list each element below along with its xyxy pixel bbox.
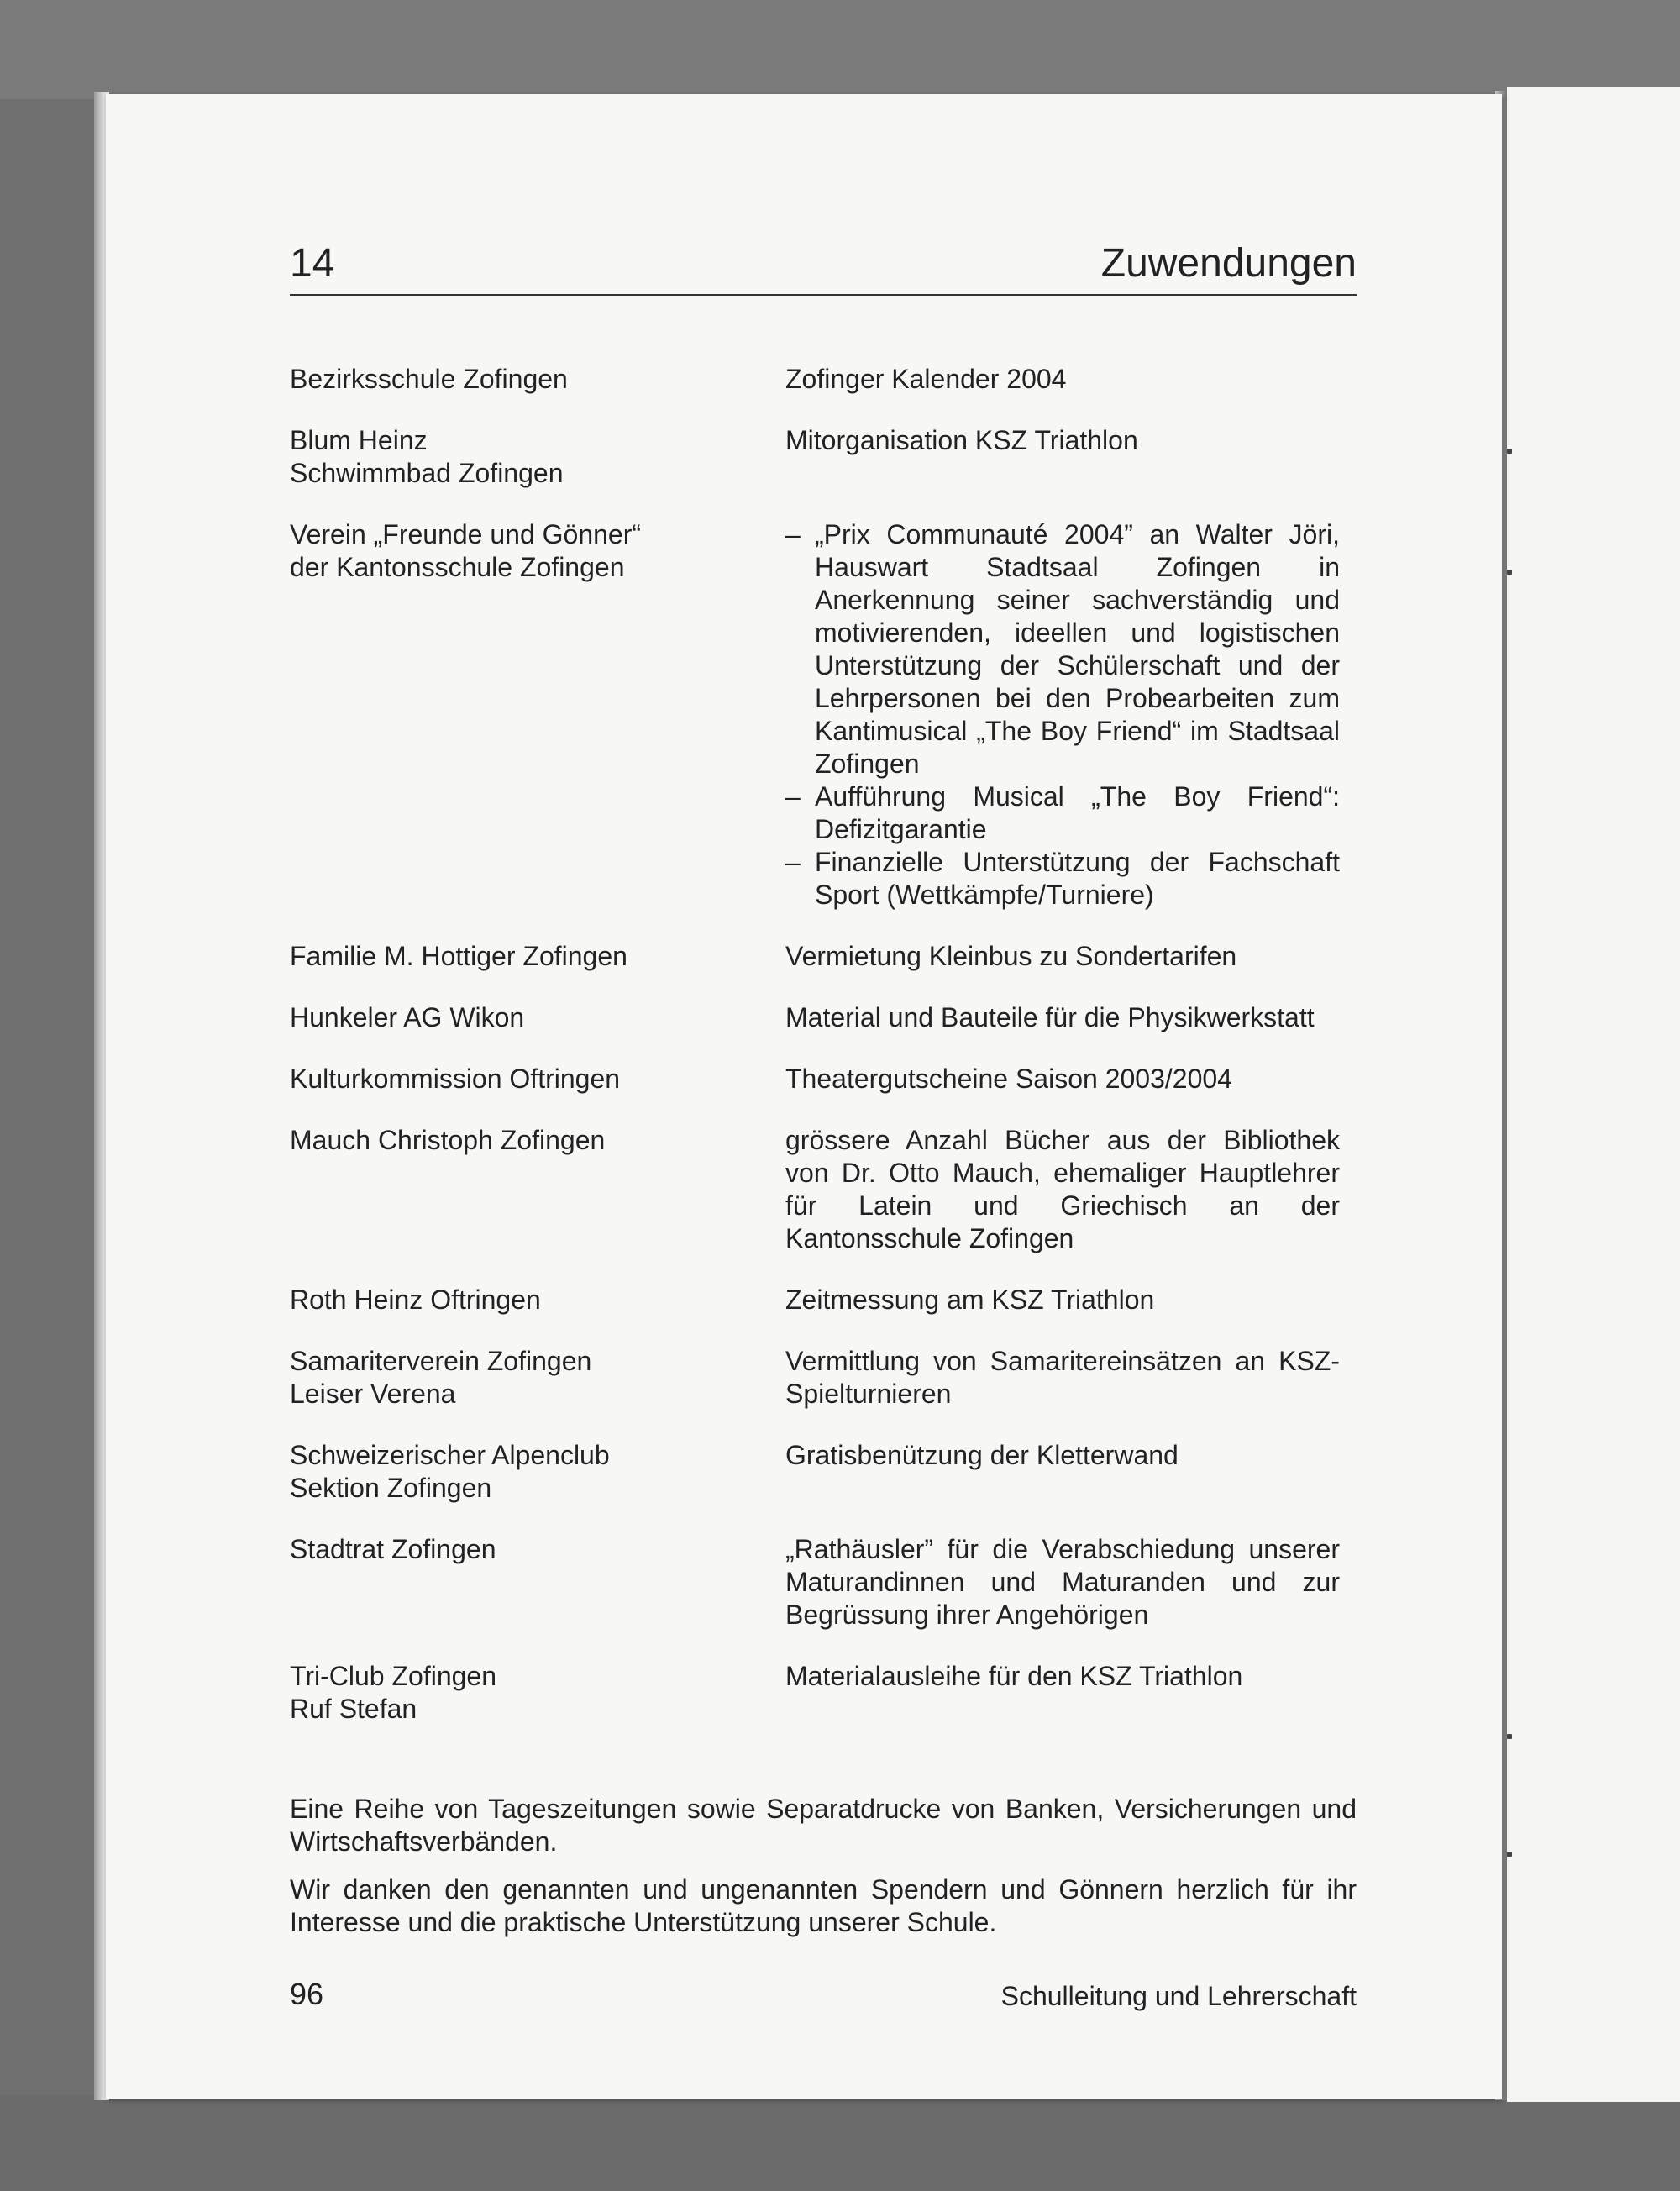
donor-name <box>290 363 760 396</box>
gift-description <box>785 1124 1340 1255</box>
donor-line: Tri-Club Zofingen <box>290 1661 497 1691</box>
donation-entry <box>290 1001 1357 1034</box>
footer-section-title: Schulleitung und Lehrerschaft <box>1000 1981 1357 2011</box>
donation-entry <box>290 1063 1357 1096</box>
donor-line: Kulturkommission Oftringen <box>290 1064 621 1094</box>
gift-line: Material und Bauteile für die Physikwerkstatt <box>785 1002 1315 1032</box>
gift-description <box>785 424 1340 490</box>
donation-entry <box>290 518 1357 912</box>
donor-name <box>290 1001 760 1034</box>
closing-paragraph: Wir danken den genannten und ungenannten Spendern und Gönnern herzlich für ihr Interesse und die praktische Unterstützung unserer Schule. <box>290 1874 1357 1937</box>
page-mark <box>1507 1852 1512 1857</box>
chapter-title: Zuwendungen <box>1100 241 1357 286</box>
donor-line: Sektion Zofingen <box>290 1473 492 1503</box>
donation-entry <box>290 1124 1357 1255</box>
donation-entry <box>290 363 1357 396</box>
donor-name <box>290 424 760 490</box>
page-mark <box>1507 449 1512 454</box>
donation-entry <box>290 940 1357 973</box>
gift-description <box>785 1063 1340 1096</box>
donor-line: Bezirksschule Zofingen <box>290 364 568 394</box>
gift-line: Zeitmessung am KSZ Triathlon <box>785 1285 1155 1315</box>
donor-line: Samariterverein Zofingen <box>290 1346 592 1376</box>
gift-line: Materialausleihe für den KSZ Triathlon <box>785 1661 1243 1691</box>
gift-description <box>785 940 1340 973</box>
donor-name <box>290 518 760 912</box>
donor-line: Schweizerischer Alpenclub <box>290 1440 610 1470</box>
gift-description <box>785 1001 1340 1034</box>
donor-name <box>290 1439 760 1505</box>
scan-background-top <box>0 0 1680 99</box>
donor-line: Roth Heinz Oftringen <box>290 1285 541 1315</box>
donor-line: Verein „Freunde und Gönner“ <box>290 519 642 549</box>
gift-description <box>785 518 1340 912</box>
gift-line: grössere Anzahl Bücher aus der Bibliothek von Dr. Otto Mauch, ehemaliger Hauptlehrer für Latein und Griechisch an der Kantonsschule Zofingen <box>785 1125 1340 1253</box>
donor-line: Leiser Verena <box>290 1379 456 1409</box>
donor-name <box>290 1345 760 1411</box>
donor-name <box>290 940 760 973</box>
gift-description <box>785 363 1340 396</box>
gift-description <box>785 1439 1340 1505</box>
adjacent-page <box>1507 87 1680 2102</box>
gift-line: Gratisbenützung der Kletterwand <box>785 1440 1179 1470</box>
donor-name <box>290 1284 760 1316</box>
donor-line: Blum Heinz <box>290 425 428 455</box>
donor-line: Hunkeler AG Wikon <box>290 1002 525 1032</box>
donor-line: der Kantonsschule Zofingen <box>290 552 625 582</box>
gift-bullet-item: – „Prix Communauté 2004” an Walter Jöri, Hauswart Stadtsaal Zofingen in Anerkennung seiner sachverständig und motivierenden, ideellen und logistischen Unterstützung der Schülerschaft und der Lehrpersonen bei den Probearbeiten zum Kantimusical „The Boy Friend“ im Stadtsaal Zofingen <box>785 518 1340 780</box>
page-number: 96 <box>290 1977 324 2011</box>
gift-description <box>785 1660 1340 1726</box>
gift-bullet-item: – Aufführung Musical „The Boy Friend“: Defizitgarantie <box>785 780 1340 846</box>
gift-description <box>785 1284 1340 1316</box>
gift-line: Zofinger Kalender 2004 <box>785 364 1067 394</box>
gift-line: „Rathäusler” für die Verabschiedung unserer Maturandinnen und Maturanden und zur Begrüssung ihrer Angehörigen <box>785 1534 1340 1630</box>
header-rule <box>290 294 1357 296</box>
donations-list <box>290 363 1357 1754</box>
gift-line: Theatergutscheine Saison 2003/2004 <box>785 1064 1232 1094</box>
donor-line: Stadtrat Zofingen <box>290 1534 496 1564</box>
gift-bullet-list <box>785 518 1340 912</box>
donor-line: Mauch Christoph Zofingen <box>290 1125 606 1155</box>
scan-background-bottom <box>0 2096 1680 2191</box>
donor-name <box>290 1063 760 1096</box>
donation-entry <box>290 1284 1357 1316</box>
donation-entry <box>290 1439 1357 1505</box>
page-mark <box>1507 570 1512 575</box>
donor-name <box>290 1533 760 1631</box>
donation-entry <box>290 424 1357 490</box>
closing-text <box>290 1793 1357 1954</box>
gift-bullet-item: – Finanzielle Unterstützung der Fachschaft Sport (Wettkämpfe/Turniere) <box>785 846 1340 912</box>
donation-entry <box>290 1660 1357 1726</box>
donation-entry <box>290 1345 1357 1411</box>
gift-description <box>785 1533 1340 1631</box>
donor-name <box>290 1660 760 1726</box>
donor-line: Schwimmbad Zofingen <box>290 458 564 488</box>
chapter-number: 14 <box>290 241 335 286</box>
closing-paragraph: Eine Reihe von Tageszeitungen sowie Separatdrucke von Banken, Versicherungen und Wirtschaftsverbänden. <box>290 1794 1357 1857</box>
gift-line: Mitorganisation KSZ Triathlon <box>785 425 1138 455</box>
gift-description <box>785 1345 1340 1411</box>
donor-line: Familie M. Hottiger Zofingen <box>290 941 627 971</box>
donation-entry <box>290 1533 1357 1631</box>
page-mark <box>1507 1734 1512 1739</box>
donor-name <box>290 1124 760 1255</box>
donor-line: Ruf Stefan <box>290 1694 417 1724</box>
gift-line: Vermittlung von Samaritereinsätzen an KSZ-Spielturnieren <box>785 1346 1340 1409</box>
gift-line: Vermietung Kleinbus zu Sondertarifen <box>785 941 1237 971</box>
